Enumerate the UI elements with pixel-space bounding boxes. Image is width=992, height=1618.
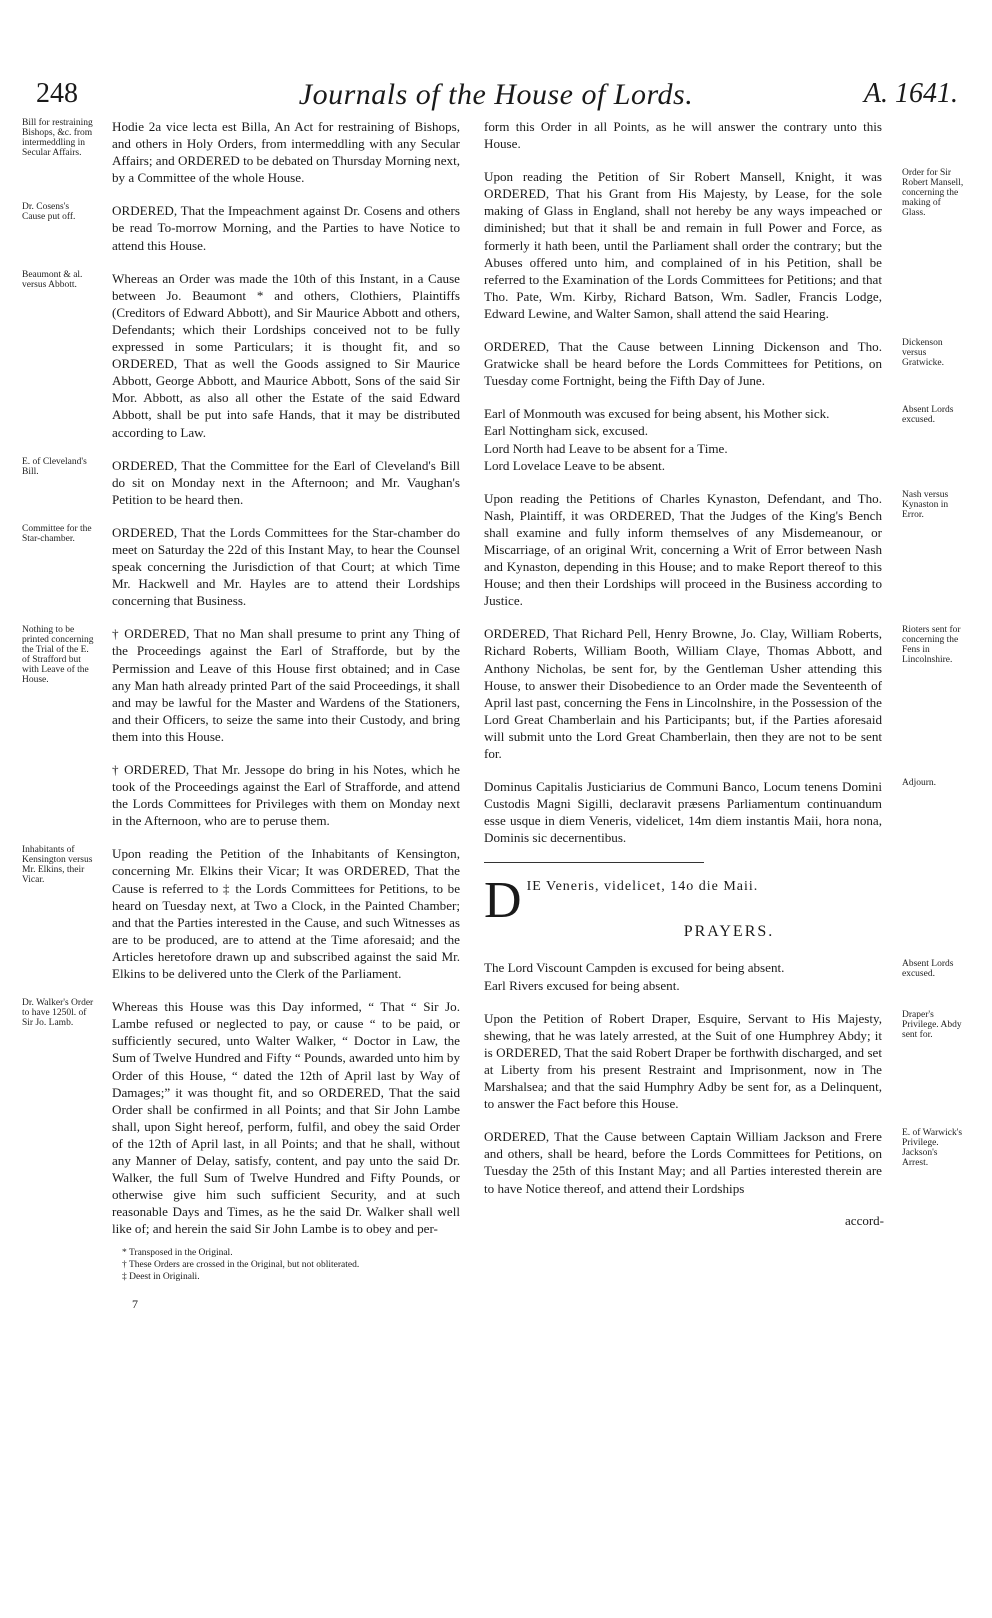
marginal-note: Committee for the Star-chamber.	[22, 523, 92, 544]
entry-text: † ORDERED, That Mr. Jessope do bring in his Notes, which he took of the Proceedings against the Earl of Strafforde, and attend the Lords Committees for Privileges with them on Monday next in the Afternoon, who are to peruse them.	[112, 762, 460, 829]
journal-entry	[22, 845, 482, 982]
marginal-note: E. of Warwick's Privilege. Jackson's Arrest.	[902, 1128, 963, 1169]
page-number: 248	[36, 78, 78, 109]
marginal-note: Inhabitants of Kensington versus Mr. Elkins, their Vicar.	[22, 845, 93, 886]
entry-text: Whereas an Order was made the 10th of this Instant, in a Cause between Jo. Beaumont * and others, Clothiers, Plaintiffs (Creditors of Edward Abbott), and Sir Maurice Abbott and others, Defendants; which their Lordships conceived not to be fully expressed in some Particulars; it is thought fit, and so ORDERED, That as well the Goods assigned to Sir Maurice Abbott, George Abbott, and Maurice Abbott, Sons of the said Sir Mor. Abbott, as also all other the Estate of the said Edward Abbott, shall be put into safe Hands, that it may be distributed according to Law.	[112, 270, 460, 440]
divider	[484, 862, 704, 863]
footnote: ‡ Deest in Originali.	[122, 1272, 200, 1283]
journal-entry	[22, 270, 482, 441]
day-heading-text: IE Veneris, videlicet, 14o die Maii.	[526, 879, 759, 895]
entry-text: † ORDERED, That no Man shall presume to print any Thing of the Proceedings against the Earl of Strafforde, but by the Permission and Leave of this House first obtained; and in Case any Man hath already printed Part of the said Proceedings, it shall and may be lawful for the Master and Wardens of the Stationers, and their Officers, to seize the same into their Custody, and bring them into this House.	[112, 626, 460, 744]
journal-entry	[22, 625, 482, 745]
day-heading	[484, 872, 974, 930]
journal-entry	[484, 1128, 974, 1196]
right-column	[484, 118, 974, 1229]
marginal-note: Dr. Cosens's Cause put off.	[22, 202, 76, 223]
journal-entry	[484, 405, 974, 473]
marginal-note: Nash versus Kynaston in Error.	[902, 489, 949, 520]
entry-text: Upon reading the Petitions of Charles Kynaston, Defendant, and Tho. Nash, Plaintiff, it was ORDERED, That the Judges of the King's Bench shall examine and fully inform themselves of any Misdemeanour, or Miscarriage, of an original Writ, concerning a Writ of Error between Nash and Kynaston, depending in this House; and to make Report thereof to this House; and then their Lordships will proceed in the Business according to Justice.	[484, 490, 882, 609]
marginal-note: Nothing to be printed concerning the Trial of the E. of Strafford but with Leave of the House.	[22, 625, 94, 686]
entry-text: Upon reading the Petition of Sir Robert Mansell, Knight, it was ORDERED, That his Grant from His Majesty, by Lease, for the sole making of Glass in England, shall not hereby be any ways impeached or diminished; but that it shall be and remain in full Power and Force, as formerly it hath been, until the Parliament shall order the contrary; but the Abuses offered unto him, and complained of in his Petition, shall be referred to the Examination of the Lords Committees for Petitions; and that Tho. Pate, Wm. Kirby, Richard Batson, Wm. Sadler, Francis Lodge, Edward Lewine, and Walter Samon, shall attend the said Hearing.	[484, 169, 882, 321]
journal-entry	[22, 761, 482, 829]
marginal-note: E. of Cleveland's Bill.	[22, 456, 87, 477]
entry-text: Upon reading the Petition of the Inhabitants of Kensington, concerning Mr. Elkins their Vicar; It was ORDERED, That the Cause is referred to ‡ the Lords Committees for Petitions, to be heard on Tuesday next, at Two a Clock, in the Painted Chamber; and that the Parties interested in the Cause, and such Witnesses as are to be produced, are to attend at the Time aforesaid; and the Articles heretofore drawn up and subscribed against the said Mr. Elkins to be delivered unto the Clerk of the Parliament.	[112, 846, 460, 982]
marginal-note: Draper's Privilege. Abdy sent for.	[902, 1009, 962, 1040]
journal-entry	[484, 1010, 974, 1113]
footnotes	[122, 1247, 482, 1283]
journal-entry	[484, 118, 974, 152]
entry-text: ORDERED, That the Cause between Captain William Jackson and Frere and others, shall be heard, before the Lords Committees for Petitions, on Tuesday the 25th of this Instant May; and all Parties interested therein are to have Notice thereof, and attend their Lordships	[484, 1129, 882, 1196]
entry-text: ORDERED, That Richard Pell, Henry Browne, Jo. Clay, William Roberts, Richard Roberts, William Booth, William Claye, Thomas Abbott, and Anthony Nicholas, be sent for, by the Gentleman Usher attending this House, to answer their Disobedience to an Order made the Seventeenth of April last past, concerning the Fens in Lincolnshire, in the Possession of the Lord Great Chamberlain and his Participants; but, if the Parties aforesaid will submit unto the Lord Great Chamberlain, then they are not to be sent for.	[484, 626, 882, 761]
entry-text: Upon the Petition of Robert Draper, Esquire, Servant to His Majesty, shewing, that he was lately arrested, at the Suit of one Humphrey Abdy; it is ORDERED, That the said Robert Draper be forthwith discharged, and set at Liberty from his present Restraint and Imprisonment, now in The Marshalsea; and that the said Humphry Adby be sent for, as a Delinquent, to answer the Fact before this House.	[484, 1010, 882, 1112]
page-header	[30, 78, 962, 118]
footnote: † These Orders are crossed in the Original, but not obliterated.	[122, 1260, 360, 1271]
journal-entry	[484, 959, 974, 993]
entry-text: Dominus Capitalis Justiciarius de Communi Banco, Locum tenens Domini Custodis Magni Sigilli, declaravit præsens Parliamentum continuandum esse usque in diem Veneris, videlicet, 14m diem instantis Maii, hora nona, Dominis sic decernentibus.	[484, 779, 882, 846]
journal-entry	[22, 457, 482, 508]
marginal-note: Dr. Walker's Order to have 1250l. of Sir Jo. Lamb.	[22, 998, 94, 1029]
marginal-note: Adjourn.	[902, 778, 937, 789]
prayers-heading: PRAYERS.	[683, 923, 775, 941]
left-column	[22, 118, 482, 1312]
entry-text: ORDERED, That the Cause between Linning Dickenson and Tho. Gratwicke shall be heard before the Lords Committees for Petitions, on Tuesday come Fortnight, being the Fifth Day of June.	[484, 339, 882, 389]
entry-text: Hodie 2a vice lecta est Billa, An Act for restraining of Bishops, and others in Holy Orders, from intermeddling with any Secular Affairs; and ORDERED to be debated on Thursday Morning next, by a Committee of the whole House.	[112, 119, 460, 186]
marginal-note: Absent Lords excused.	[902, 959, 954, 980]
journal-entry	[22, 118, 482, 186]
entry-text: The Lord Viscount Campden is excused for being absent. Earl Rivers excused for being absent.	[484, 960, 785, 993]
marginal-note: Beaumont & al. versus Abbott.	[22, 269, 83, 290]
marginal-note: Bill for restraining Bishops, &c. from intermeddling in Secular Affairs.	[22, 118, 93, 158]
entry-text: ORDERED, That the Lords Committees for the Star-chamber do meet on Saturday the 22d of this Instant May, to hear the Counsel speak concerning the Jurisdiction of that Court; at which Time Mr. Hackwell and Mr. Hayles are to attend their Lordships concerning that Business.	[112, 524, 460, 609]
entry-text: ORDERED, That the Committee for the Earl of Cleveland's Bill do sit on Monday next in the Afternoon; and Mr. Vaughan's Petition to be heard then.	[112, 457, 460, 507]
journal-entry	[484, 338, 974, 389]
journal-entry	[22, 524, 482, 609]
entry-text: Whereas this House was this Day informed, “ That “ Sir Jo. Lambe refused or neglected to pay, or cause “ to be paid, or sufficiently secured, unto Walter Walker, “ Doctor in Law, the Sum of Twelve Hundred and Fifty “ Pounds, awarded unto him by Order of this House, “ dated the 12th of April last by Way of Damages;” it was thought fit, and so ORDERED, That the said Order shall be confirmed in all Points; and that Sir John Lambe shall, upon Sight hereof, perform, fulfil, and obey the said Order of the 12th of April last, in all Points; and that he shall, without any Manner of Delay, satisfy, content, and pay unto the said Dr. Walker, the full Sum of Twelve Hundred and Fifty Pounds, or otherwise give him such sufficient Security, and at such reasonable Days and Times, as he the said Dr. Walker shall well like of; and herein the said Sir John Lambe is to obey and per-	[112, 999, 460, 1237]
catchword: accord-	[845, 1212, 884, 1228]
footnote: * Transposed in the Original.	[122, 1248, 233, 1259]
marginal-note: Dickenson versus Gratwicke.	[902, 338, 944, 369]
entry-text: Earl of Monmouth was excused for being absent, his Mother sick. Earl Nottingham sick, excused. Lord North had Leave to be absent for a Time. Lord Lovelace Leave to be absent.	[484, 406, 830, 473]
journal-entry	[484, 625, 974, 762]
marginal-note: Absent Lords excused.	[902, 405, 954, 426]
signature-mark: 7	[132, 1297, 138, 1312]
journal-entry	[484, 778, 974, 846]
journal-entry	[484, 490, 974, 610]
journal-entry	[22, 202, 482, 253]
marginal-note: Order for Sir Robert Mansell, concerning the making of Glass.	[902, 168, 964, 219]
running-title: Journals of the House of Lords.	[298, 78, 694, 111]
journal-entry	[484, 168, 974, 322]
entry-text: ORDERED, That the Impeachment against Dr. Cosens and others be read To-morrow Morning, and the Parties to have Notice to attend this House.	[112, 203, 460, 253]
journal-entry	[22, 998, 482, 1237]
year-heading: A. 1641.	[863, 78, 958, 109]
drop-cap: D	[484, 872, 523, 930]
entry-text: form this Order in all Points, as he will answer the contrary unto this House.	[484, 119, 882, 152]
marginal-note: Rioters sent for concerning the Fens in Lincolnshire.	[902, 625, 961, 666]
